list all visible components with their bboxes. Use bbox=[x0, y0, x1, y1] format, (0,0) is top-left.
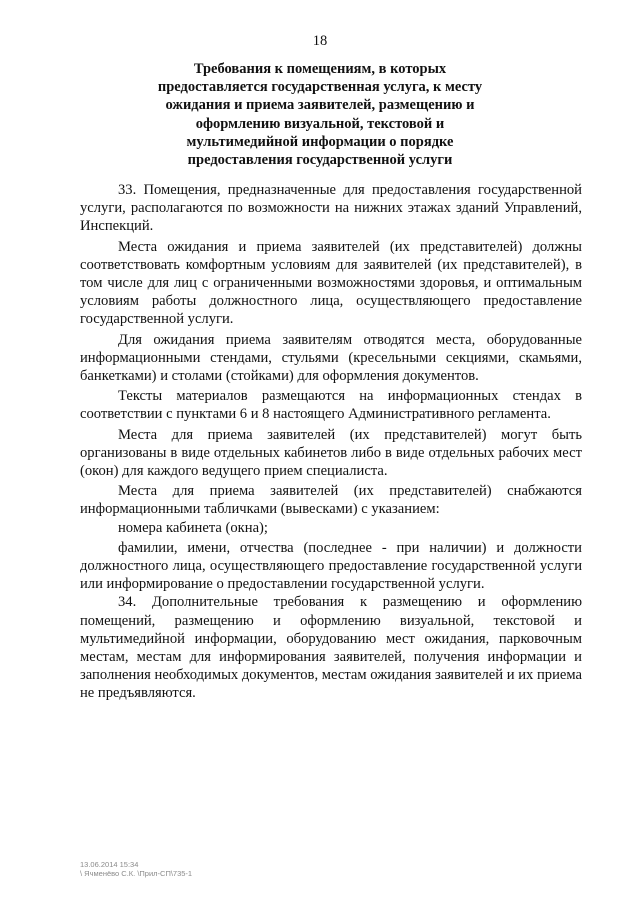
paragraph-reception-places: Места для приема заявителей (их представителей) могут быть организованы в виде отдельных кабинетов либо в виде отдельных рабочих мест (окон) для каждого ведущего прием специалиста. bbox=[80, 426, 582, 480]
document-footer bbox=[80, 860, 192, 878]
paragraph-info-stands: Тексты материалов размещаются на информационных стендах в соответствии с пунктами 6 и 8 настоящего Административного регламента. bbox=[80, 388, 582, 423]
paragraph-waiting-equipment: Для ожидания приема заявителям отводятся места, оборудованные информационными стендами, стульями (кресельными секциями, скамьями, банкетками) и столами (стойками) для оформления документов. bbox=[80, 331, 582, 385]
document-body bbox=[80, 181, 582, 703]
paragraph-official-name: фамилии, имени, отчества (последнее - при наличии) и должности должностного лица, осуществляющего предоставление государственной услуги или информирование о предоставлении государственной услуги. bbox=[80, 539, 582, 593]
page-number: 18 bbox=[312, 33, 328, 49]
paragraph-34: 34. Дополнительные требования к размещению и оформлению помещений, размещению и оформлению визуальной, текстовой и мультимедийной информации, оборудованию мест ожидания, парковочным местам, местам для информирования заявителей, получения информации и заполнения необходимых документов, местам ожидания заявителей и их приема не предъявляются. bbox=[80, 594, 582, 702]
heading-line: Требования к помещениям, в которых bbox=[193, 61, 447, 77]
footer-timestamp: 13.06.2014 15:34 bbox=[80, 860, 139, 869]
section-heading bbox=[110, 60, 530, 169]
paragraph-waiting-places: Места ожидания и приема заявителей (их представителей) должны соответствовать комфортным условиям для заявителей (их представителей), в том числе для лиц с ограниченными возможностями здоровья, и оптимальным условиям работы должностного лица, осуществляющего предоставление государственной услуги. bbox=[80, 238, 582, 328]
paragraph-33: 33. Помещения, предназначенные для предоставления государственной услуги, располагаются по возможности на нижних этажах зданий Управлений, Инспекций. bbox=[80, 182, 582, 235]
paragraph-room-number: номера кабинета (окна); bbox=[118, 519, 268, 536]
heading-line: мультимедийной информации о порядке bbox=[186, 133, 454, 150]
paragraph-signage: Места для приема заявителей (их представителей) снабжаются информационными табличками (вывесками) с указанием: bbox=[80, 483, 582, 518]
heading-line: ожидания и приема заявителей, размещению и bbox=[165, 97, 475, 114]
heading-line: предоставления государственной услуги bbox=[187, 152, 453, 169]
footer-file-path: \ Ячменёво С.К. \Прил-СП\735-1 bbox=[80, 869, 193, 878]
heading-line: оформлению визуальной, текстовой и bbox=[195, 115, 445, 132]
heading-line: предоставляется государственная услуга, к месту bbox=[157, 79, 483, 96]
